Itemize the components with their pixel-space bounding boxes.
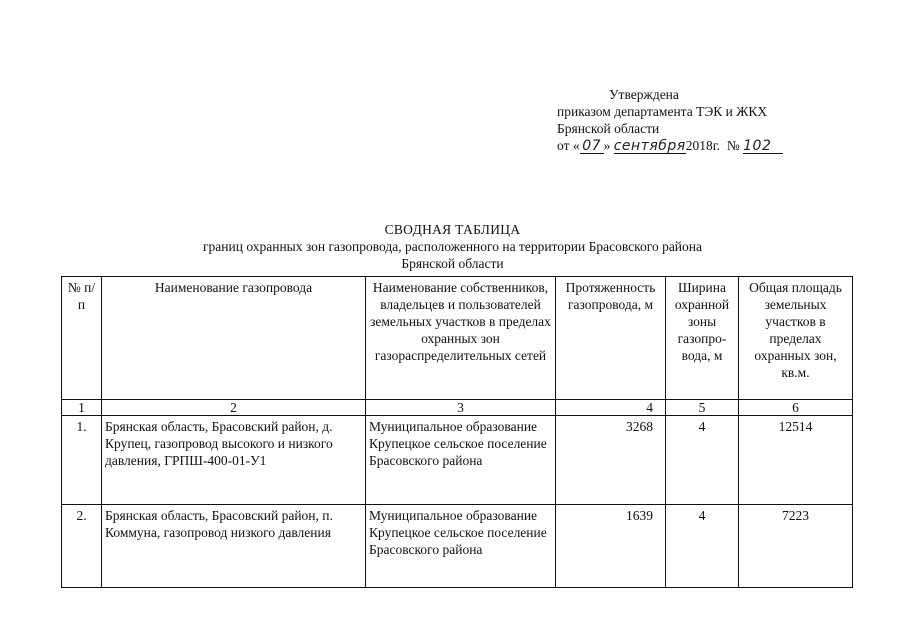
table-row (62, 505, 853, 588)
column-number: 2 (102, 400, 366, 416)
pipeline-name: Брянская область, Брасовский район, п. Коммуна, газопровод низкого давления (102, 505, 366, 588)
column-number: 1 (62, 400, 102, 416)
owner-name: Крупецкое сельское поселение Брасовского района (369, 436, 547, 468)
owner-name: Крупецкое сельское поселение Брасовского района (369, 525, 547, 557)
column-number-row (62, 400, 853, 416)
header-length: Протяженность газопровода, м (556, 277, 666, 400)
date-prefix: от « (557, 138, 580, 153)
zone-width: 4 (666, 505, 739, 588)
column-number: 4 (556, 400, 666, 416)
zone-area: 7223 (739, 505, 853, 588)
owner-type: Муниципальное образование (369, 508, 538, 523)
date-year: 2018г. (685, 138, 721, 153)
approval-order: приказом департамента ТЭК и ЖКХ (557, 104, 768, 119)
pipeline-length: 3268 (556, 416, 666, 505)
date-day: 07 (580, 139, 604, 154)
date-mid: » (603, 138, 611, 153)
pipeline-length: 1639 (556, 505, 666, 588)
approval-date-line (557, 137, 783, 154)
header-area: Общая площадь земельных участков в пределах охранных зон, кв.м. (739, 277, 853, 400)
column-number: 6 (739, 400, 853, 416)
order-number: 102 (743, 139, 783, 154)
owner-cell (366, 505, 556, 588)
row-number: 1. (62, 416, 102, 505)
document-title-block (0, 221, 905, 272)
table-header-row (62, 277, 853, 400)
owner-cell (366, 416, 556, 505)
header-no: № п/п (62, 277, 102, 400)
document-title: СВОДНАЯ ТАБЛИЦА (384, 222, 521, 237)
column-number: 3 (366, 400, 556, 416)
zone-width: 4 (666, 416, 739, 505)
approval-heading: Утверждена (609, 87, 679, 102)
approval-block (557, 86, 783, 154)
row-number: 2. (62, 505, 102, 588)
document-subtitle: границ охранных зон газопровода, расположенного на территории Брасовского района (203, 239, 702, 254)
header-width: Ширина охранной зоны газопро-вода, м (666, 277, 739, 400)
column-number: 5 (666, 400, 739, 416)
header-owners: Наименование собственников, владельцев и пользователей земельных участков в пределах охранных зон газораспределительных сетей (366, 277, 556, 400)
order-number-label: № (726, 138, 740, 153)
zone-area: 12514 (739, 416, 853, 505)
summary-table (61, 276, 853, 588)
pipeline-name: Брянская область, Брасовский район, д. Крупец, газопровод высокого и низкого давления, ГРПШ-400-01-У1 (102, 416, 366, 505)
table-row (62, 416, 853, 505)
date-month: сентября (613, 138, 686, 154)
header-name: Наименование газопровода (102, 277, 366, 400)
document-subtitle-region: Брянской области (401, 256, 504, 271)
approval-region: Брянской области (557, 121, 660, 136)
owner-type: Муниципальное образование (369, 419, 538, 434)
